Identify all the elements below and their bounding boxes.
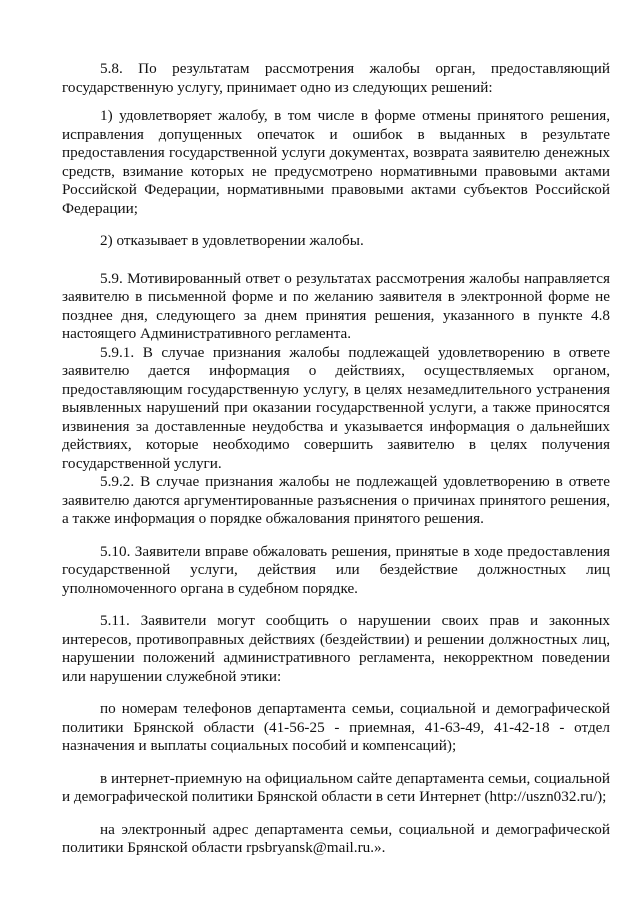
paragraph-5-9-1: 5.9.1. В случае признания жалобы подлежащей удовлетворению в ответе заявителю дается информация о действиях, осуществляемых органом, предоставляющим государственную услугу, в целях незамедлительного устранения выявленных нарушений при оказании государственной услуги, а также приносятся извинения за доставленные неудобства и указывается информация о дальнейших действиях, которые необходимо совершить заявителю в целях получения государственной услуги. — [62, 343, 610, 472]
paragraph-5-11: 5.11. Заявители могут сообщить о нарушении своих прав и законных интересов, противоправных действиях (бездействии) и решении должностных лиц, нарушении положений административного регламента, некорректном поведении или нарушении служебной этики: — [62, 612, 610, 685]
paragraph-5-11-internet: в интернет-приемную на официальном сайте департамента семьи, социальной и демографической политики Брянской области в сети Интернет (http://uszn032.ru/); — [62, 769, 610, 805]
paragraph-5-9: 5.9. Мотивированный ответ о результатах рассмотрения жалобы направляется заявителю в письменной форме и по желанию заявителя в электронной форме не позднее дня, следующего за днем принятия решения, указанного в пункте 4.8 настоящего Административного регламента. — [62, 269, 610, 342]
paragraph-5-8: 5.8. По результатам рассмотрения жалобы орган, предоставляющий государственную услугу, принимает одно из следующих решений: — [62, 60, 610, 96]
paragraph-5-8-item-2: 2) отказывает в удовлетворении жалобы. — [100, 232, 364, 249]
paragraph-5-9-2: 5.9.2. В случае признания жалобы не подлежащей удовлетворению в ответе заявителю даются аргументированные разъяснения о причинах принятого решения, а также информация о порядке обжалования принятого решения. — [62, 473, 610, 527]
paragraph-5-11-email: на электронный адрес департамента семьи, социальной и демографической политики Брянской области rpsbryansk@mail.ru.». — [62, 820, 610, 856]
document-page — [62, 60, 610, 858]
paragraph-5-10: 5.10. Заявители вправе обжаловать решения, принятые в ходе предоставления государственной услуги, действия или бездействие должностных лиц уполномоченного органа в судебном порядке. — [62, 542, 610, 597]
paragraph-5-8-item-1: 1) удовлетворяет жалобу, в том числе в форме отмены принятого решения, исправления допущенных опечаток и ошибок в выданных в результате предоставления государственной услуги документах, возврата заявителю денежных средств, взимание которых не предусмотрено нормативными правовыми актами Российской Федерации, нормативными правовыми актами субъектов Российской Федерации; — [62, 107, 610, 217]
paragraph-5-11-phones: по номерам телефонов департамента семьи, социальной и демографической политики Брянской области (41-56-25 - приемная, 41-63-49, 41-42-18 - отдел назначения и выплаты социальных пособий и компенсаций); — [62, 700, 610, 754]
